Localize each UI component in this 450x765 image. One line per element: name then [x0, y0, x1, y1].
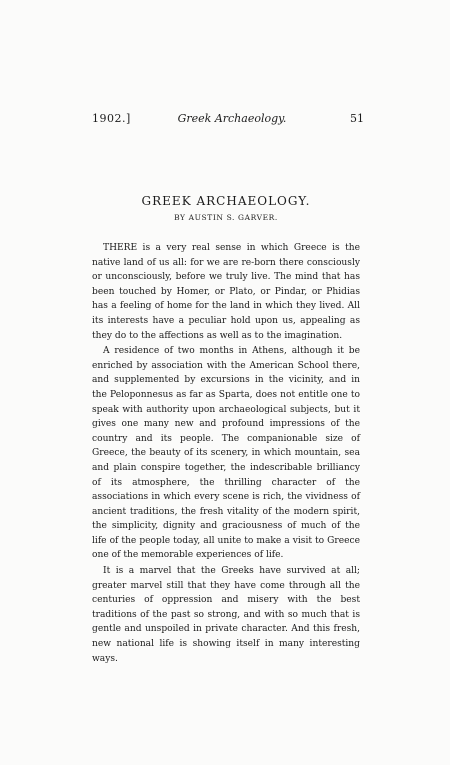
running-head	[92, 112, 364, 128]
article-title: GREEK ARCHAEOLOGY.	[141, 194, 311, 208]
running-head-year: 1902.]	[92, 112, 131, 125]
paragraph-3: It is a marvel that the Greeks have survived at all; greater marvel still that they have come through all the centuries of oppression and misery with the best traditions of the past so strong, and with so much that is gentle and unspoiled in private character. And this fresh, new national life is showing itself in many interesting ways.	[92, 566, 360, 664]
page-number: 51	[350, 112, 364, 125]
running-head-title: Greek Archaeology.	[177, 112, 287, 125]
article-byline: BY AUSTIN S. GARVER.	[174, 213, 278, 222]
paragraph-1: THERE is a very real sense in which Greece is the native land of us all: for we are re-born there consciously or unconsciously, before we truly live. The mind that has been touched by Homer, or Plato, or Pindar, or Phidias has a feeling of home for the land in which they lived. All its interests have a peculiar hold upon us, appealing as they do to the affections as well as to the imagination.	[92, 243, 360, 341]
article-body	[92, 241, 360, 666]
paragraph-2: A residence of two months in Athens, although it be enriched by association with the American School there, and supplemented by excursions in the vicinity, and in the Peloponnesus as far as Sparta, does not entitle one to speak with authority upon archaeological subjects, but it gives one many new and profound impressions of the country and its people. The companionable size of Greece, the beauty of its scenery, in which mountain, sea and plain conspire together, the indescribable brilliancy of its atmosphere, the thrilling character of the associations in which every scene is rich, the vividness of ancient traditions, the fresh vitality of the modern spirit, the simplicity, dignity and graciousness of much of the life of the people today, all unite to make a visit to Greece one of the memorable experiences of life.	[92, 346, 360, 561]
